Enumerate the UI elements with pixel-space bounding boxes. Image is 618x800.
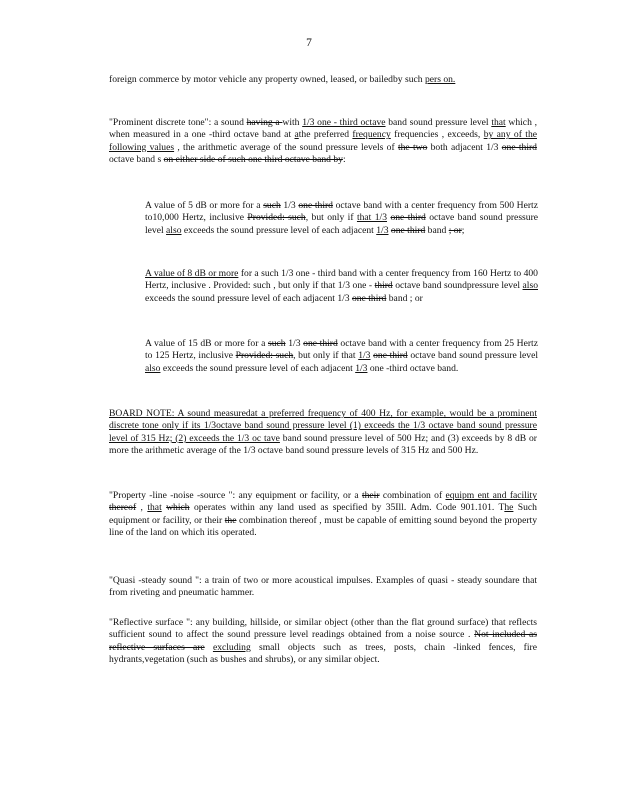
text-run: the preferred	[298, 129, 353, 141]
deleted-text: thereof	[109, 502, 137, 514]
inserted-text: excluding	[212, 641, 251, 653]
p-foreign-commerce	[109, 74, 537, 86]
deleted-text: one third	[298, 200, 333, 211]
deleted-text: third	[374, 280, 393, 292]
deleted-text: one third	[303, 338, 338, 349]
text-run: 1/3	[285, 338, 304, 349]
inserted-text: 1/3 one - third octave	[302, 117, 386, 128]
inserted-text: by any of the following values	[109, 129, 537, 153]
inserted-text: also	[145, 362, 161, 374]
text-run: octave band soundpressure level	[392, 280, 523, 292]
text-run: "Property -line -noise -source ": any equipment or facility, or a	[109, 490, 362, 501]
text-run: band sound pressure level	[385, 117, 492, 128]
p-quasi-steady-sound	[109, 575, 537, 600]
inserted-text: a	[294, 129, 299, 141]
inserted-text: that 1/3	[356, 212, 388, 224]
deleted-text: one third	[373, 350, 408, 362]
inserted-text: frequency	[352, 129, 391, 141]
deleted-text: ; or	[448, 224, 462, 236]
text-run: ;	[461, 224, 465, 236]
inserted-text: that	[491, 117, 506, 128]
text-run: A value of 15 dB or more for a	[145, 338, 268, 349]
inserted-text: that	[147, 502, 162, 514]
page-number: 7	[306, 37, 312, 49]
deleted-text: such	[263, 200, 281, 211]
text-run: octave band s	[109, 154, 164, 166]
text-run: 1/3	[280, 200, 299, 211]
inserted-text: also	[522, 280, 538, 292]
text-run: band	[425, 224, 449, 236]
deleted-text: which	[166, 502, 190, 514]
text-run: frequencies , exceeds,	[390, 129, 484, 141]
deleted-text: Provided: such	[247, 212, 306, 224]
text-run: ,	[136, 502, 148, 514]
text-run: with	[282, 117, 303, 128]
inserted-text: equipm ent and facility	[445, 490, 537, 501]
text-run: octave band with a center frequency from 500 Hertz to10,000 Hertz, inclusive	[145, 200, 538, 224]
p-value-8db	[145, 268, 538, 305]
deleted-text: Provided: such	[235, 350, 294, 362]
deleted-text: the two	[397, 141, 428, 153]
text-run: exceeds the sound pressure level of each adjacent	[181, 224, 377, 236]
text-run: :	[342, 154, 346, 166]
text-run: combination thereof , must be capable of emitting sound beyond the property line of the land on which itis operated.	[109, 514, 537, 539]
text-run: band ; or	[386, 292, 423, 304]
deleted-text: one third	[501, 141, 537, 153]
inserted-text: also	[166, 224, 182, 236]
p-prominent-discrete-tone	[109, 117, 537, 167]
inserted-text: BOARD NOTE: A sound measuredat a preferred frequency of 400 Hz, for example, would be a prominent discrete tone only if its 1/3octave band sound pressure level (1) exceeds the 1/3 octave band sound pressure level of 315 Hz; (2) exceeds the 1/3 oc tave	[109, 408, 537, 444]
text-run: exceeds the sound pressure level of each adjacent 1/3	[145, 292, 352, 304]
p-board-note	[109, 408, 537, 458]
text-run: for a such 1/3 one - third band with a center frequency from 160 Hertz to 400 Hertz, inclusive . Provided: such , but only if that 1/3 one -	[145, 268, 538, 292]
text-run: one -third octave band.	[367, 362, 459, 374]
text-run: "Reflective surface ": any building, hillside, or similar object (other than the flat ground surface) that reflects sufficient sound to affect the sound pressure level readings obtained from a noise source .	[109, 617, 537, 641]
text-run: , but only if that	[293, 350, 359, 362]
text-run: A value of 5 dB or more for a	[145, 200, 264, 211]
text-run: operates within any land used as specified by 35Ill. Adm. Code 901.101. T	[189, 502, 505, 514]
text-run: , but only if	[305, 212, 357, 224]
text-run	[205, 642, 213, 653]
p-value-15db	[145, 338, 538, 375]
inserted-text: he	[504, 502, 514, 514]
deleted-text: one third	[351, 292, 387, 304]
text-run: band sound pressure level of 500 Hz; and (3) exceeds by 8 dB or more the arithmetic average of the 1/3 octave band sound pressure levels of 315 Hz and 500 Hz.	[109, 432, 537, 457]
text-run: foreign commerce by motor vehicle any property owned, leased, or bailedby such	[109, 74, 425, 85]
text-run: exceeds the sound pressure level of each adjacent	[160, 362, 356, 374]
text-run: octave band sound pressure level	[407, 350, 538, 362]
inserted-text: 1/3	[358, 350, 371, 362]
deleted-text: the	[224, 514, 237, 526]
inserted-text: A value of 8 dB or more	[145, 268, 239, 279]
text-run: octave band with a center frequency from 25 Hertz to 125 Hertz, inclusive	[145, 338, 538, 362]
deleted-text: one third	[390, 224, 426, 236]
text-run: , the arithmetic average of the sound pressure levels of	[174, 141, 398, 153]
text-run: "Prominent discrete tone": a sound	[109, 117, 247, 128]
text-run: Such equipment or facility, or their	[109, 502, 537, 526]
inserted-text: pers on.	[424, 74, 456, 85]
text-run: combination of	[379, 490, 446, 501]
p-property-line-noise-source	[109, 490, 537, 540]
deleted-text: Not included as reflective surfaces are	[109, 629, 537, 653]
text-run: octave band sound pressure level	[145, 212, 539, 236]
deleted-text: having a	[246, 117, 283, 128]
inserted-text: 1/3	[376, 224, 389, 236]
deleted-text: such	[267, 338, 286, 349]
p-value-5db	[145, 200, 538, 237]
deleted-text: on either side of such one third octave band by	[163, 154, 343, 166]
text-run: "Quasi -steady sound ": a train of two or more acoustical impulses. Examples of quasi - steady soundare that from riveting and pneumatic hammer.	[109, 575, 537, 599]
inserted-text: 1/3	[355, 362, 368, 374]
text-run: which , when measured in a one -third octave band at	[109, 117, 537, 141]
text-run: both adjacent 1/3	[427, 141, 502, 153]
deleted-text: one third	[390, 212, 426, 224]
deleted-text: their	[361, 490, 380, 501]
text-run: small objects such as trees, posts, chain -linked fences, fire hydrants,vegetation (such as bushes and shrubs), or any similar object.	[109, 641, 537, 666]
p-reflective-surface	[109, 617, 537, 667]
